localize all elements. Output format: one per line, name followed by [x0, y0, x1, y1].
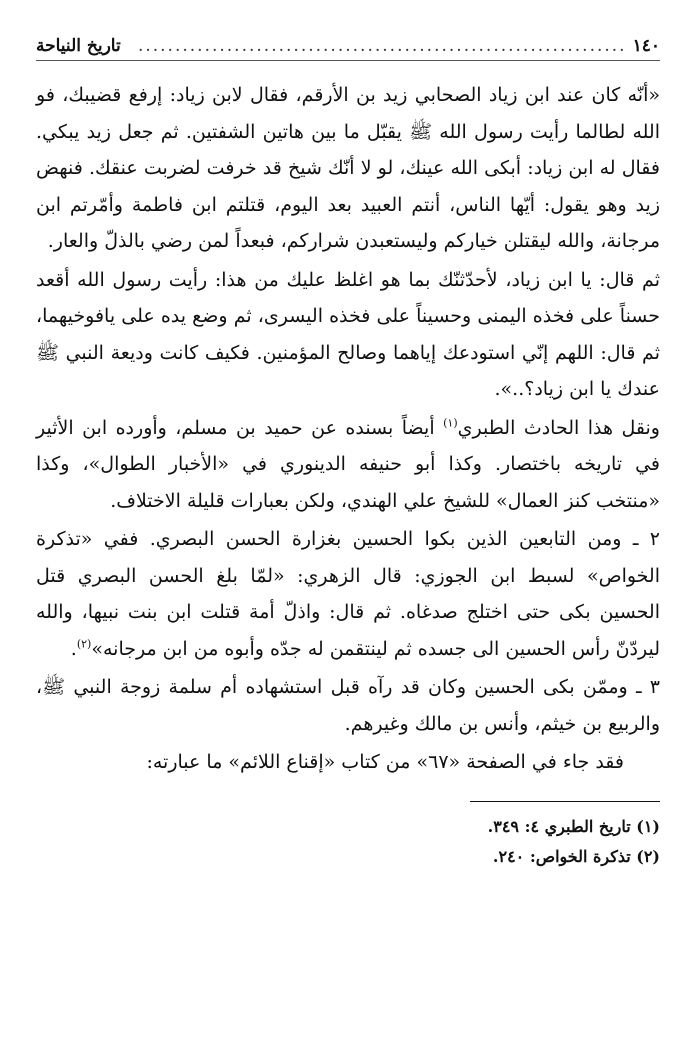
- page-body: [36, 77, 660, 781]
- footnote-separator: [470, 801, 660, 802]
- paragraph-tabari-rest: أيضاً بسنده عن حميد بن مسلم، وأورده ابن الأثير في تاريخه باختصار. وكذا أبو حنيفه الدينوري في «الأخبار الطوال»، وكذا «منتخب كنز العمال» للشيخ علي الهندي، ولكن بعبارات قليلة الاختلاف.: [36, 416, 660, 512]
- running-title: تاريخ النياحة: [36, 36, 121, 56]
- footnote-2: (٢) تذكرة الخواص: ٢٤٠.: [492, 846, 660, 866]
- footnote-1: (١) تاريخ الطبري ٤: ٣٤٩.: [487, 816, 660, 836]
- paragraph-tabari-narration: [36, 410, 660, 520]
- paragraph-zayd-quote: «أنّه كان عند ابن زياد الصحابي زيد بن الأرقم، فقال لابن زياد: إرفع قضيبك، فو الله لطالما رأيت رسول الله ﷺ يقبّل ما بين هاتين الشفتين. ثم جعل زيد يبكي. فقال له ابن زياد: أبكى الله عينك، لو لا أنّك شيخ قد خرفت لضربت عنقك. فنهض زيد وهو يقول: أيّها الناس، أنتم العبيد بعد اليوم، قتلتم ابن فاطمة وأمّرتم ابن مرجانة، والله ليقتلن خياركم وليستعبدن شراركم، فبعداً لمن رضي بالذلّ والعار.: [36, 84, 660, 252]
- paragraph-hasan-basri-text: ٢ ـ ومن التابعين الذين بكوا الحسين بغزارة الحسن البصري. ففي «تذكرة الخواص» لسبط ابن الجوزي: قال الزهري: «لمّا بلغ الحسن البصري قتل الحسين بكى حتى اختلج صدغاه. ثم قال: واذلّ أمة قتلت ابن بنت نبيها، والله ليردّنّ رأس الحسين الى جسده ثم لينتقمن له جدّه وأبوه من ابن مرجانه»: [36, 528, 660, 660]
- paragraph-hasan-basri: ٢ ـ ومن التابعين الذين بكوا الحسين بغزارة الحسن البصري. ففي «تذكرة الخواص» لسبط ابن الجوزي: قال الزهري: «لمّا بلغ الحسن البصري قتل الحسين بكى حتى اختلج صدغاه. ثم قال: واذلّ أمة قتلت ابن بنت نبيها، والله ليردّنّ رأس الحسين الى جسده ثم لينتقمن له جدّه وأبوه من ابن مرجانه»$^{(٢)}$.: [36, 528, 660, 660]
- paragraph-iqna-citation: فقد جاء في الصفحة «٦٧» من كتاب «إقناع اللائم» ما عبارته:: [146, 751, 624, 773]
- page-number: ١٤٠: [632, 36, 660, 56]
- paragraph-tabari-lead: ونقل هذا الحادث الطبري: [457, 416, 660, 439]
- book-page: [36, 22, 660, 872]
- page-header: [36, 22, 660, 61]
- footnotes: [36, 812, 660, 872]
- paragraph-prophet-story: ثم قال: يا ابن زياد، لأحدّثنّك بما هو اغلظ عليك من هذا: رأيت رسول الله أقعد حسناً على فخذه اليمنى وحسيناً على فخذه اليسرى، ثم وضع يده على يافوخيهما، ثم قال: اللهم إنّي استودعك إياهما وصالح المؤمنين. فكيف كانت وديعة النبي ﷺ عندك يا ابن زياد؟..».: [36, 268, 660, 400]
- paragraph-umm-salama: ٣ ـ وممّن بكى الحسين وكان قد رآه قبل استشهاده أم سلمة زوجة النبي ﷺ، والربيع بن خيثم، وأنس بن مالك وغيرهم.: [36, 676, 660, 735]
- header-leader-dots: ..................................................................: [137, 36, 627, 56]
- footnote-ref-2: (٢): [76, 637, 92, 651]
- footnote-ref-1: (١): [443, 416, 458, 430]
